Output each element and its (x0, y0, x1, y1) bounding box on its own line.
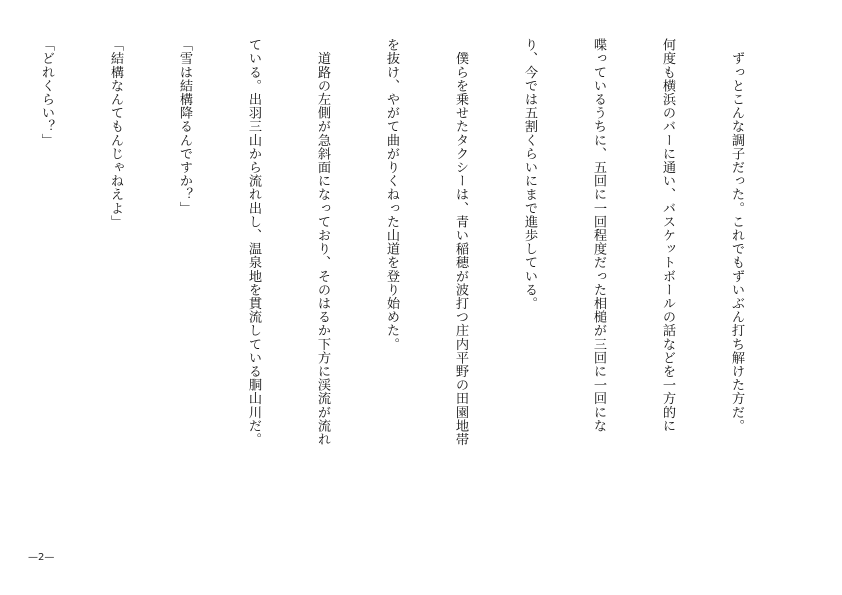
text-line: を抜け、やがて曲がりくねった山道を登り始めた。 (384, 38, 399, 351)
text-line: 「どれくらい？」 (39, 38, 54, 147)
text-line: ずっとこんな調子だった。これでもずいぶん打ち解けた方だ。 (729, 38, 744, 433)
vertical-text-body (34, 38, 794, 528)
text-line: ている。出羽三山から流れ出し、温泉地を貫流している胴山川だ。 (246, 38, 261, 446)
text-line: り、今では五割くらいにまで進歩している。 (522, 38, 537, 310)
text-line: 道路の左側が急斜面になっており、そのはるか下方に渓流が流れ (315, 38, 330, 446)
text-line: 喋っているうちに、五回に一回程度だった相槌が三回に一回にな (591, 38, 606, 433)
text-line: 僕らを乗せたタクシーは、青い稲穂が波打つ庄内平野の田園地帯 (453, 38, 468, 446)
text-line: 「雪は結構降るんですか？」 (177, 38, 192, 215)
text-line: 「結構なんてもんじゃねえよ」 (108, 38, 123, 229)
text-line: 何度も横浜のバーに通い、バスケットボールの話などを一方的に (660, 38, 675, 433)
page-number: —2— (28, 552, 55, 563)
